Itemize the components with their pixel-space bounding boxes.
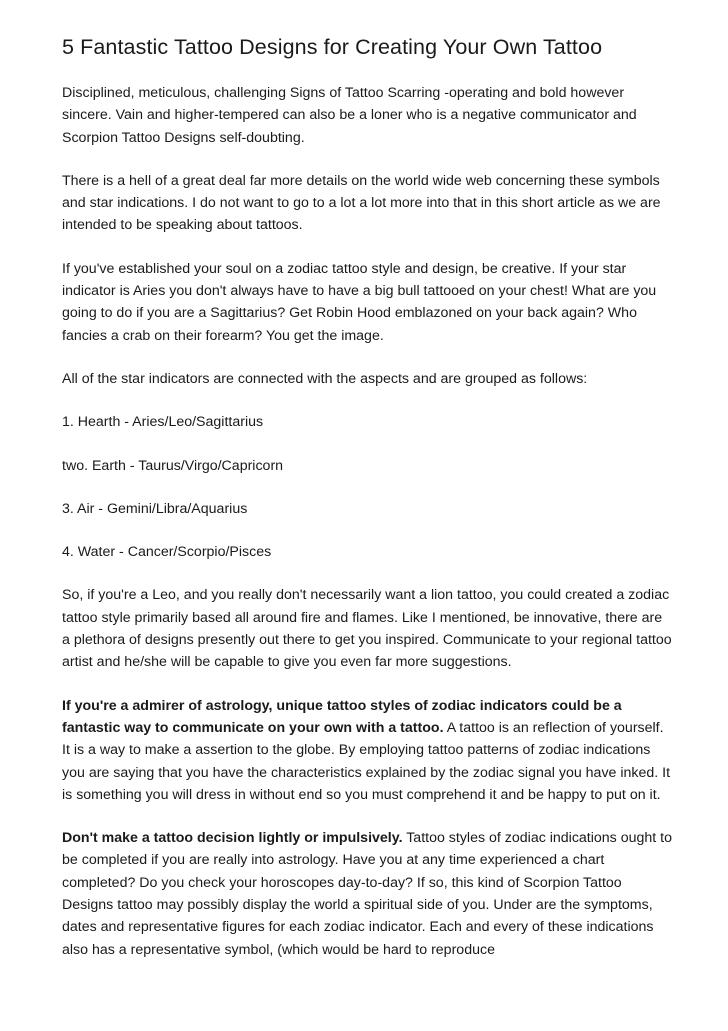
paragraph-4: All of the star indicators are connected with the aspects and are grouped as follows: (62, 370, 588, 387)
paragraph-5: So, if you're a Leo, and you really don't necessarily want a lion tattoo, you could created a zodiac tattoo style primarily based all around fire and flames. Like I mentioned, be innovative, there are a plethora of designs presently out there to get you inspired. Communicate to your regional tattoo artist and he/she will be capable to give you even far more suggestions. (62, 587, 672, 671)
list-item-water: 4. Water - Cancer/Scorpio/Pisces (62, 544, 272, 561)
paragraph-7 (62, 827, 672, 961)
paragraph-3: If you've established your soul on a zodiac tattoo style and design, be creative. If your star indicator is Aries you don't always have to have a big bull tattooed on your chest! What are you going to do if you are a Sagittarius? Get Robin Hood emblazoned on your back again? Who fancies a crab on their forearm? You get the image. (62, 260, 657, 344)
paragraph-6-bold-lead: If you're a admirer of astrology, unique tattoo styles of zodiac indicators could be a fantastic way to communicate on your own with a tattoo. (62, 697, 622, 736)
paragraph-6 (62, 695, 672, 806)
list-item-earth: two. Earth - Taurus/Virgo/Capricorn (62, 457, 284, 474)
document-page (62, 32, 672, 961)
list-item-air: 3. Air - Gemini/Libra/Aquarius (62, 500, 248, 517)
paragraph-7-bold-lead: Don't make a tattoo decision lightly or impulsively. (62, 830, 403, 847)
paragraph-7-body: Tattoo styles of zodiac indications ought to be completed if you are really into astrology. Have you at any time experienced a chart completed? Do you check your horoscopes day-to-day? If so, this kind of Scorpion Tattoo Designs tattoo may possibly display the world a spiritual side of you. Under are the symptoms, dates and representative figures for each zodiac indicator. Each and every of these indications also has a representative symbol, (which would be hard to reproduce (62, 830, 672, 958)
paragraph-6-body: A tattoo is an reflection of yourself. It is a way to make a assertion to the globe. By employing tattoo patterns of zodiac indications you are saying that you have the characteristics explained by the zodiac signal you have inked. It is something you will dress in without end so you must comprehend it and be happy to put on it. (62, 719, 671, 803)
page-title: 5 Fantastic Tattoo Designs for Creating Your Own Tattoo (62, 35, 603, 59)
list-item-fire: 1. Hearth - Aries/Leo/Sagittarius (62, 414, 264, 431)
paragraph-2: There is a hell of a great deal far more details on the world wide web concerning these symbols and star indications. I do not want to go to a lot a lot more into that in this short article as we are intended to be speaking about tattoos. (62, 172, 661, 234)
paragraph-1: Disciplined, meticulous, challenging Signs of Tattoo Scarring -operating and bold however sincere. Vain and higher-tempered can also be a loner who is a negative communicator and Scorpion Tattoo Designs self-doubting. (62, 85, 637, 146)
